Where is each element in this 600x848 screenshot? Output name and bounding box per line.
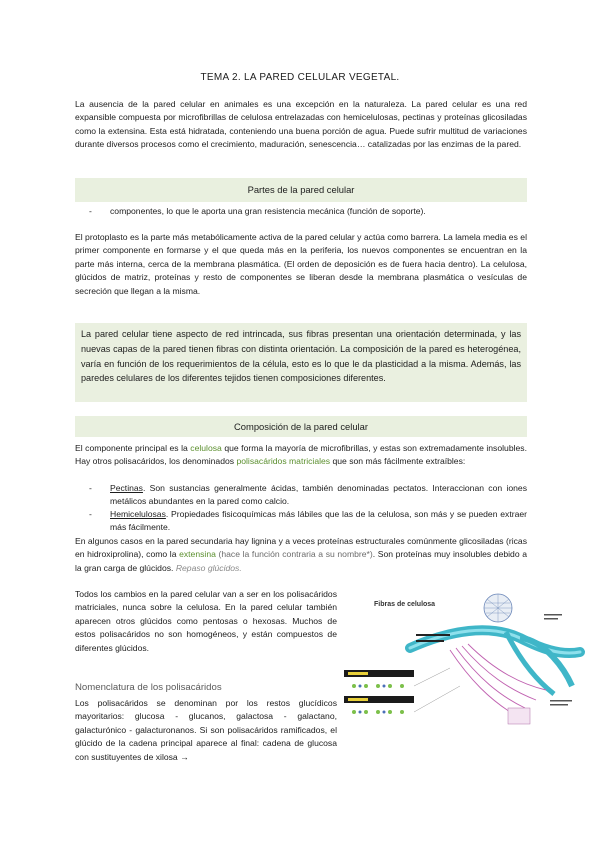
bullet-dash: -	[89, 206, 92, 216]
bullet-components	[89, 205, 527, 218]
lignin-paragraph: En algunos casos en la pared secundaria hay lignina y a veces proteínas estructurales comúnmente glicosiladas (ricas en hidroxiprolina), como la extensina (hace la función contraria a su nombre*). Son proteínas muy insolubles debido a la gran carga de glúcidos. Repaso glúcidos.	[75, 536, 527, 573]
link-repaso-glucidos[interactable]: Repaso glúcidos.	[175, 562, 242, 573]
section-heading-parts: Partes de la pared celular	[75, 178, 527, 202]
bullet-hemicelulosas: - Hemicelulosas. Propiedades fisicoquímicas más lábiles que las de la celulosa, son más y se pueden extraer más fácilmente.	[89, 509, 527, 533]
section-heading-composition: Composición de la pared celular	[75, 416, 527, 437]
nomenclature-paragraph: Los polisacáridos se denominan por los restos glucídicos mayoritarios: glucosa - glucanos, galactosa - galactano, galacturónico - galacturonanos. Si son polisacáridos ramificados, el glúcido de la cadena principal aparece al final: cadena de glucosa con sustituyentes de xilosa →	[75, 698, 337, 762]
cellulose-fiber-illustration	[344, 594, 580, 724]
composition-paragraph: El componente principal es la celulosa que forma la mayoría de microfibrillas, y estas son extremadamente insolubles. Hay otros polisacáridos, los denominados polisacáridos matriciales que son más fácilmente extraíbles:	[75, 443, 527, 467]
page-title: TEMA 2. LA PARED CELULAR VEGETAL.	[200, 72, 400, 83]
term-extensina: extensina	[179, 549, 216, 560]
term-pectinas: Pectinas	[110, 483, 143, 493]
changes-paragraph: Todos los cambios en la pared celular van a ser en los polisacáridos matriciales, nunca sobre la celulosa. En la pared celular también aparecen otros glúcidos como pentosas o hexosas. Muchos de estos polisacáridos no son homogéneos, y están compuestos de diferentes glúcidos.	[75, 589, 337, 653]
term-celulosa: celulosa	[190, 443, 222, 453]
figure-label: Fibras de celulosa	[374, 601, 436, 608]
protoplast-paragraph: El protoplasto es la parte más metabólicamente activa de la pared celular y actúa como barrera. La lamela media es el primer componente en formarse y el que queda más en la periferia, los nuevos componentes se encuentran en la parte más interna, cerca de la membrana plasmática. (El orden de deposición es de fuera hacia dentro). La celulosa, glúcidos de matriz, proteínas y resto de componentes se liberan desde la membrana plasmática o vesículas de secreción que llegan a la misma.	[75, 232, 527, 296]
section-heading-nomenclature: Nomenclatura de los polisacáridos	[75, 682, 222, 693]
term-polisacaridos-matriciales: polisacáridos matriciales	[236, 456, 331, 467]
highlight-box: La pared celular tiene aspecto de red intrincada, sus fibras presentan una orientación determinada, y las nuevas capas de la pared tienen fibras con distinta orientación. La composición de la pared es heterogénea, varía en función de los requerimientos de la célula, esto es lo que le da plasticidad a la misma. Además, las paredes celulares de los diferentes tejidos tienen composiciones diferentes.	[75, 323, 527, 402]
term-hemicelulosas: Hemicelulosas	[110, 509, 166, 519]
bullet-pectinas: - Pectinas. Son sustancias generalmente ácidas, también denominadas pectatos. Interaccionan con iones metálicos abundantes en la pared como calcio.	[89, 483, 527, 507]
bullet-text: componentes, lo que le aporta una gran resistencia mecánica (función de soporte).	[110, 206, 426, 216]
cellulose-fiber-figure	[340, 590, 590, 740]
intro-paragraph: La ausencia de la pared celular en animales es una excepción en la naturaleza. La pared celular es una red expansible compuesta por microfibrillas de celulosa entrelazadas con hemicelulosas, pectinas y proteínas glicosiladas como la extensina. Esta está hidratada, conteniendo una buena porción de agua. Puede sufrir multitud de variaciones durante diversos procesos como el crecimiento, maduración, senescencia… catalizadas por las enzimas de la pared.	[75, 99, 527, 150]
